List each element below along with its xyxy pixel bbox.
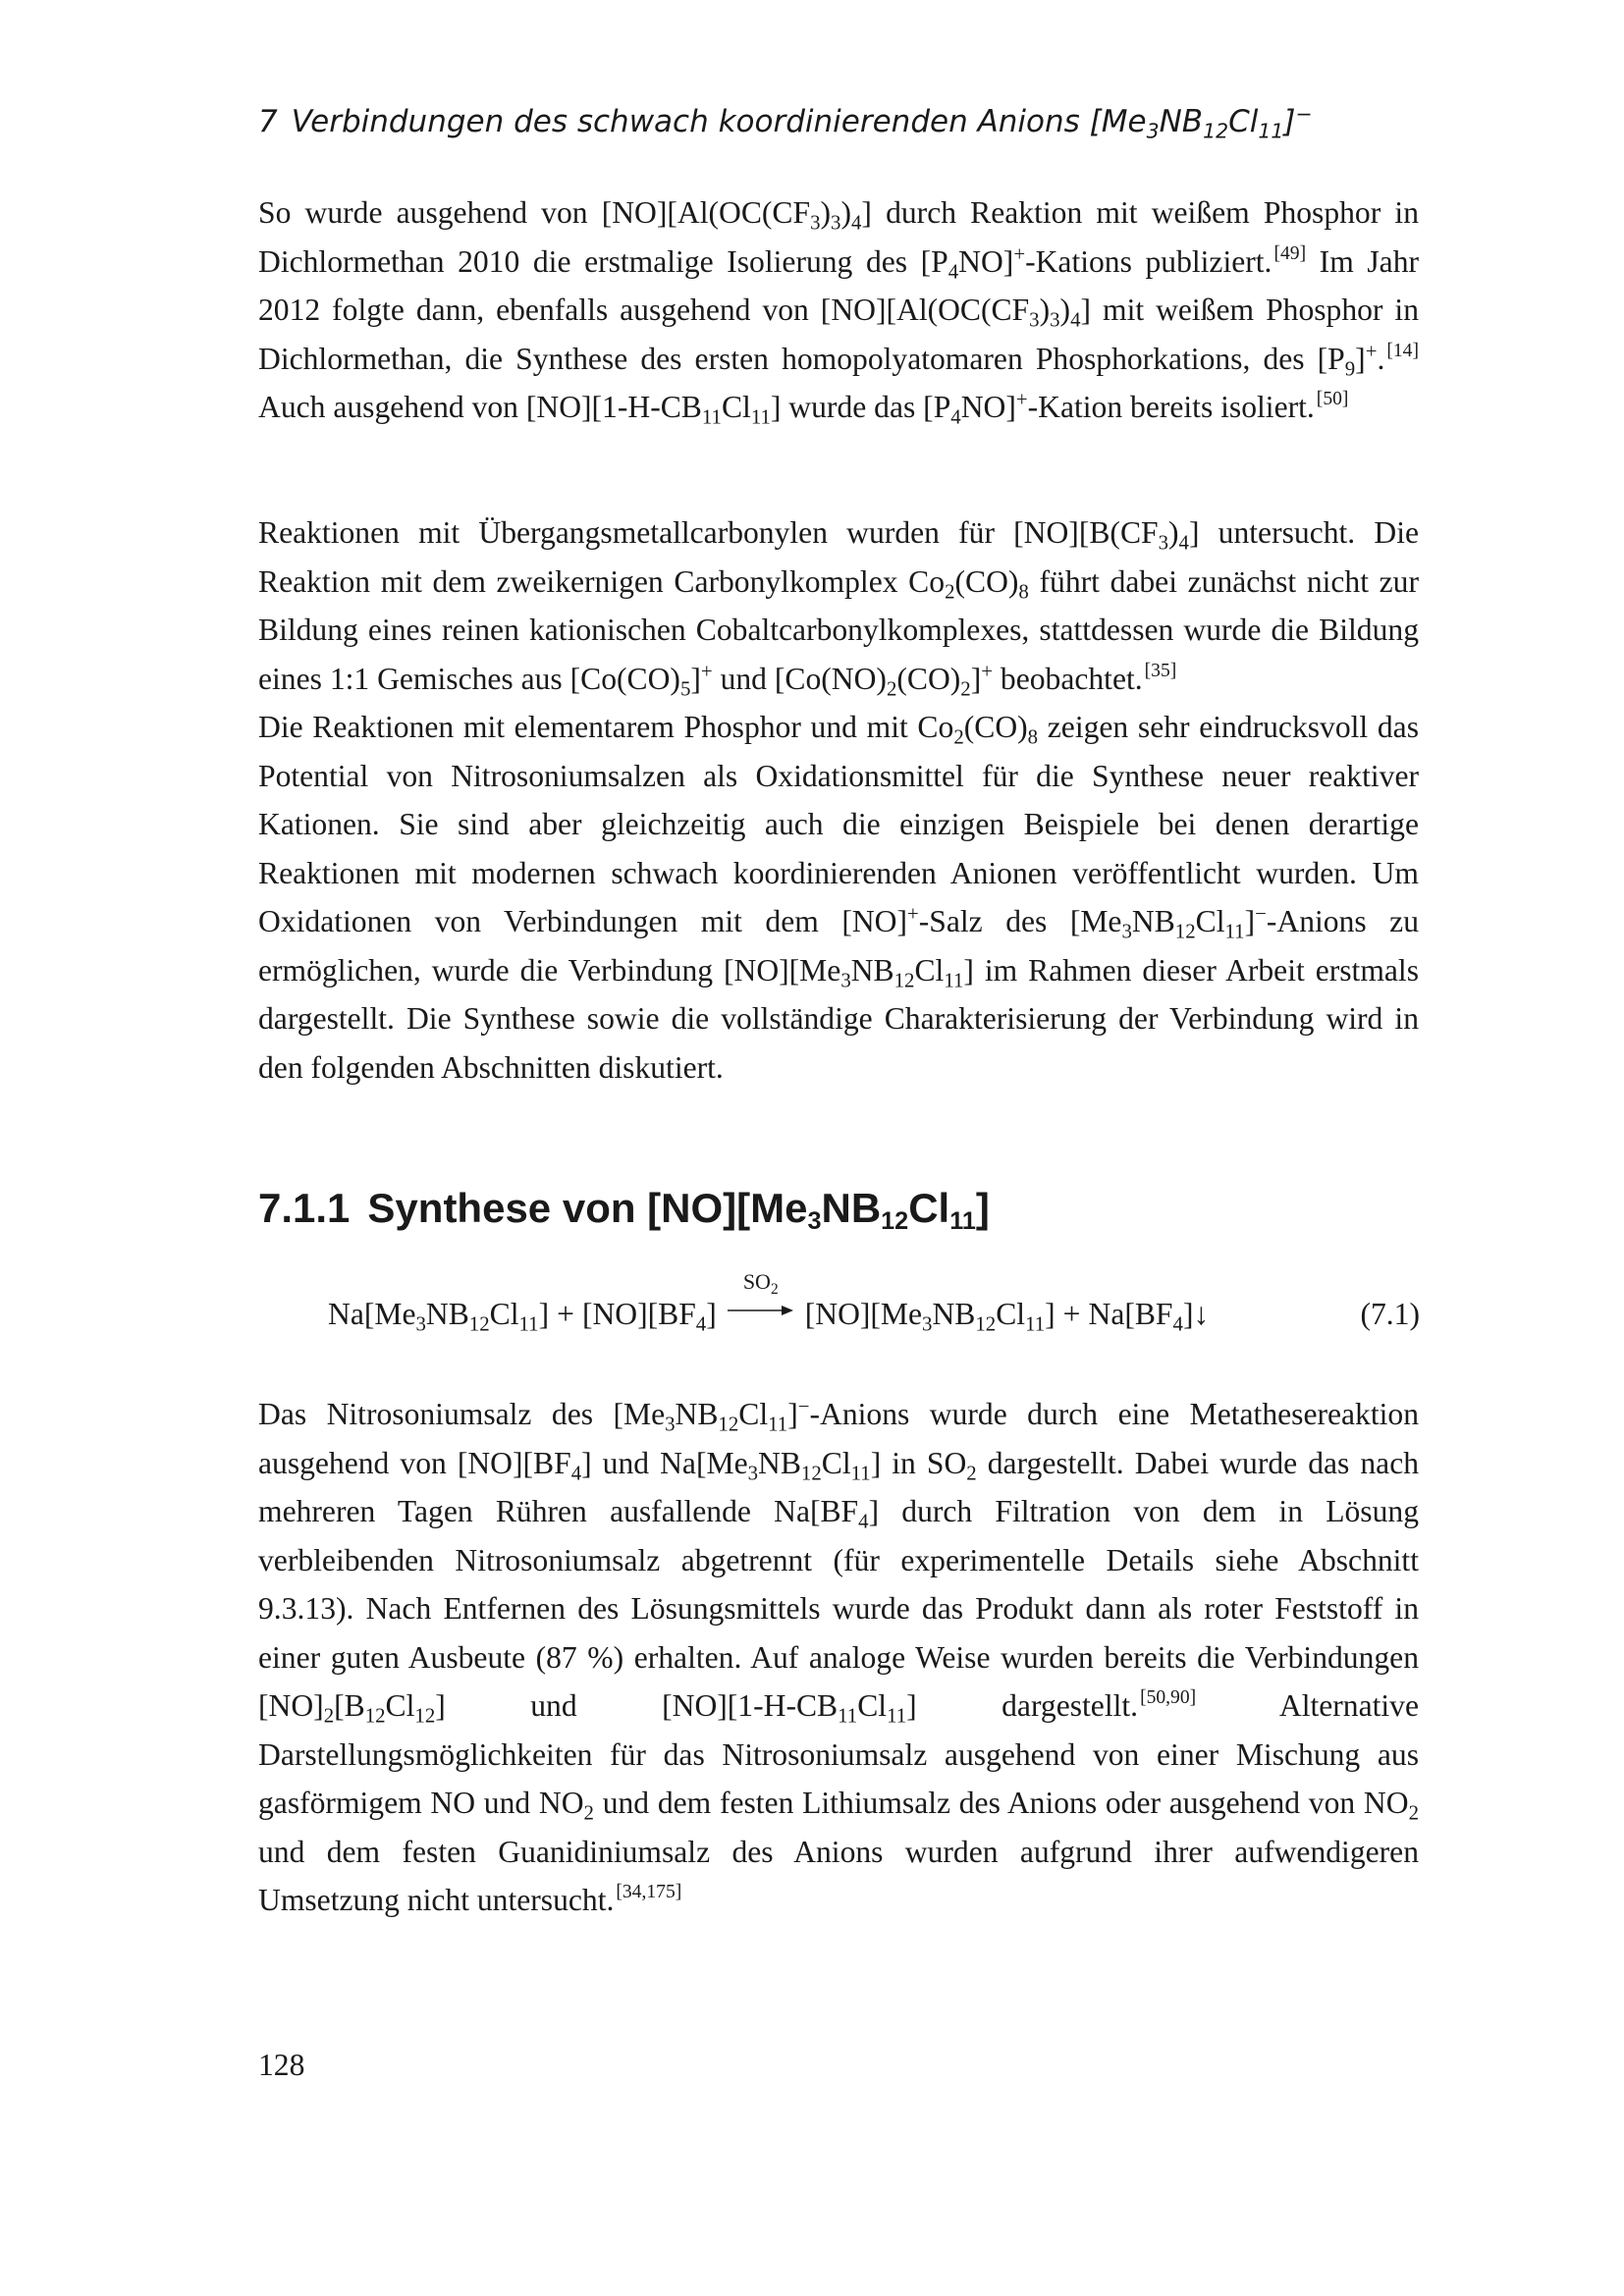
product-1: $[NO][Me_3NB_{12}Cl_{11}]$ [804,1297,1056,1336]
paragraph-phosphorus-oxidation: So wurde ausgehend von $[NO][Al(OC(CF_3)_3)_4]$ durch Reaktion mit weißem Phosphor in Dichlormethan 2010 die erstmalige Isolierung des $[P_4NO]^+$-Kations publiziert. [49] Im Jahr 2012 folgte dann, ebenfalls ausgehend von $[NO][Al(OC(CF_3)_3)_4]$ mit weißem Phosphor in Dichlormethan, die Synthese des ersten homopolyatomaren Phosphorkations, des $[P_9]^+$. [14] Auch ausgehend von $[NO][1-H-CB_{11}Cl_{11}]$ wurde das $[P_4NO]^+$-Kation bereits isoliert. [50] [258,195,1420,429]
chapter-title: Verbindungen des schwach koordinierenden Anions $[Me_3NB_{12}Cl_{11}]^-$ [291,101,1313,143]
paragraph-synthesis-description: Das Nitrosoniumsalz des $[Me_3NB_{12}Cl_{11}]^-$-Anions wurde durch eine Metathesereaktion ausgehend von $[NO][BF_4]$ und $Na[Me_3NB_{12}Cl_{11}]$ in $SO_2$ dargestellt. Dabei wurde das nach mehreren Tagen Rühren ausfallende $Na[BF_4]$ durch Filtration von dem in Lösung verbleibenden Nitrosoniumsalz abgetrennt (für experimentelle Details siehe Abschnitt 9.3.13). Nach Entfernen des Lösungsmittels wurde das Produkt dann als roter Feststoff in einer guten Ausbeute (87 %) erhalten. Auf analoge Weise wurden bereits die Verbindungen $[NO]_2[B_{12}Cl_{12}]$ und $[NO][1-H-CB_{11}Cl_{11}]$ dargestellt. [50,90] Alternative Darstellungsmöglichkeiten für das Nitrosoniumsalz ausgehend von einer Mischung aus gasförmigem NO und $NO_2$ und dem festen Lithiumsalz des Anions oder ausgehend von $NO_2$ und dem festen Guanidiniumsalz des Anions wurden aufgrund ihrer aufwendigeren Umsetzung nicht untersucht. [34,175] [258,1394,1420,1917]
reactant-1: $Na[Me_3NB_{12}Cl_{11}]$ [328,1297,550,1336]
plus-sign: + [1062,1297,1081,1331]
equation-body [328,1269,1210,1339]
citation-ref: [14] [1386,340,1419,361]
reaction-condition: $SO_2$ [742,1269,779,1298]
reaction-equation [328,1269,1420,1349]
reactant-2: $[NO][BF_4]$ [581,1297,717,1336]
arrow-icon [727,1301,795,1324]
citation-ref: [50] [1316,389,1349,410]
plus-sign: + [557,1297,574,1331]
section-title: Synthese von $[NO][Me_3NB_{12}Cl_{11}]$ [367,1185,990,1236]
paragraph-metal-carbonyls: Reaktionen mit Übergangsmetallcarbonylen wurden für $[NO][B(CF_3)_4]$ untersucht. Die Reaktion mit dem zweikernigen Carbonylkomplex $Co_2(CO)_8$ führt dabei zunächst nicht zur Bildung eines reinen kationischen Cobaltcarbonylkomplexes, stattdessen wurde die Bildung eines 1:1 Gemisches aus $[Co(CO)_5]^+$ und $[Co(NO)_2(CO)_2]^+$ beobachtet. [35] [258,515,1419,701]
page-number: 128 [258,2048,305,2082]
equation-number: (7.1) [1360,1297,1420,1331]
citation-ref: [49] [1273,242,1307,264]
section-number: 7.1.1 [258,1185,351,1231]
reaction-arrow [727,1269,795,1328]
product-2: $Na[BF_4]↓$ [1088,1297,1210,1336]
citation-ref: [34,175] [616,1882,682,1903]
citation-ref: [35] [1144,660,1177,681]
citation-ref: [50,90] [1140,1687,1197,1709]
section-heading [258,1181,990,1236]
chapter-number: 7 [258,104,278,139]
paragraph-motivation: Die Reaktionen mit elementarem Phosphor und mit $Co_2(CO)_8$ zeigen sehr eindrucksvoll das Potential von Nitrosoniumsalzen als Oxidationsmittel für die Synthese neuer reaktiver Kationen. Sie sind aber gleichzeitig auch die einzigen Beispiele bei denen derartige Reaktionen mit modernen schwach koordinierenden Anionen veröffentlicht wurden. Um Oxidationen von Verbindungen mit dem [NO]+-Salz des $[Me_3NB_{12}Cl_{11}]^-$-Anions zu ermöglichen, wurde die Verbindung $[NO][Me_3NB_{12}Cl_{11}]$ im Rahmen dieser Arbeit erstmals dargestellt. Die Synthese sowie die vollständige Charakterisierung der Verbindung wird in den folgenden Abschnitten diskutiert. [258,710,1419,1085]
running-header [258,102,1397,141]
